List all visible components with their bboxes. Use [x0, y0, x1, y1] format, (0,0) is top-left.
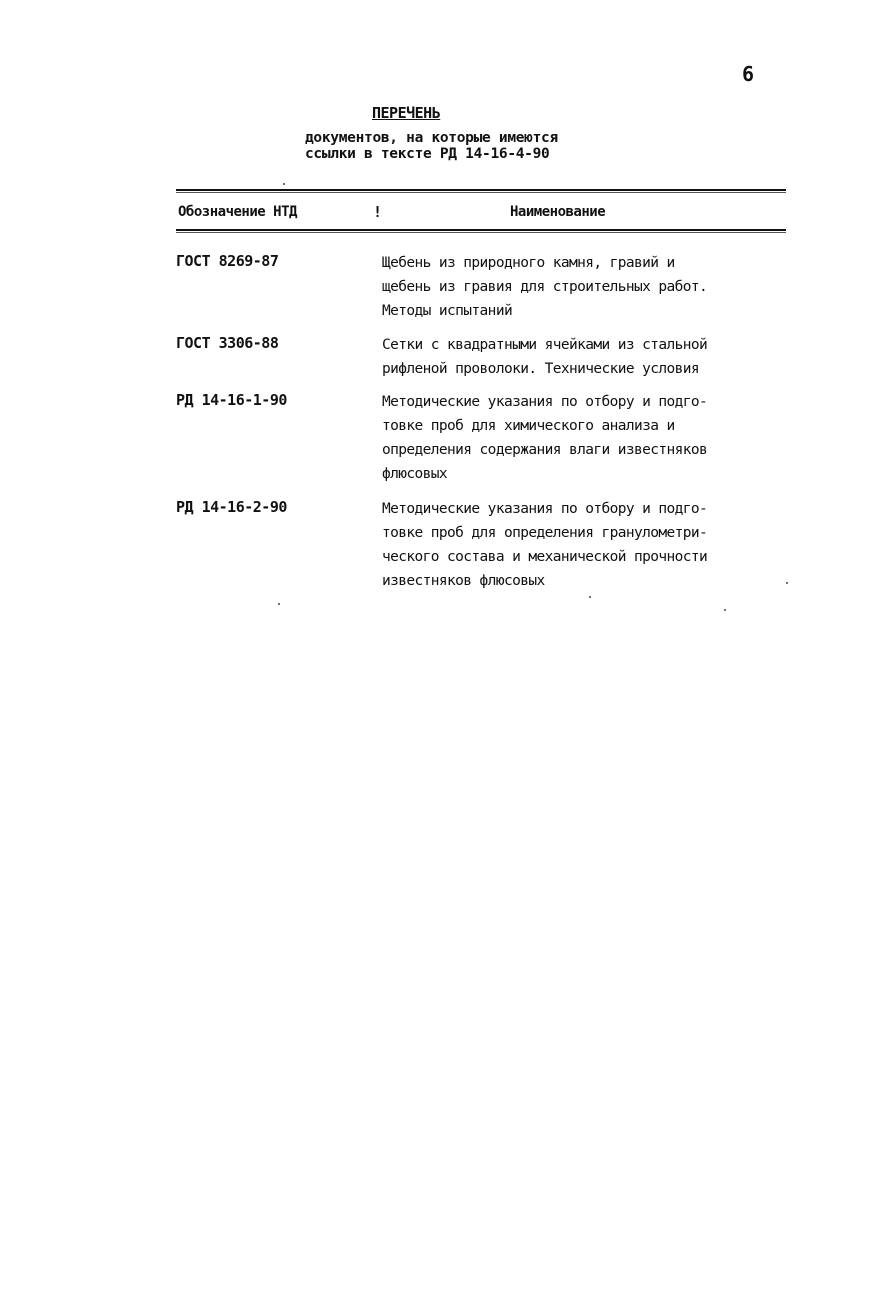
- table-row-name: [382, 333, 782, 381]
- table-header-rule: [176, 229, 786, 231]
- subtitle-line: документов, на которые имеются: [305, 130, 558, 146]
- name-line: Методические указания по отбору и подго-: [382, 394, 708, 410]
- scan-speck: [278, 603, 280, 605]
- name-line: щебень из гравия для строительных работ.: [382, 279, 708, 295]
- table-row-code: РД 14-16-1-90: [176, 391, 287, 409]
- name-line: ческого состава и механической прочности: [382, 549, 708, 565]
- scan-speck: [724, 609, 726, 611]
- table-row-name: [382, 251, 782, 323]
- name-line: Сетки с квадратными ячейками из стальной: [382, 337, 708, 353]
- name-line: определения содержания влаги известняков: [382, 442, 708, 458]
- scan-speck: [283, 183, 285, 185]
- table-top-rule-thin: [176, 192, 786, 193]
- scan-speck: [786, 582, 788, 584]
- name-line: товке проб для определения гранулометри-: [382, 525, 708, 541]
- table-row-name: [382, 390, 782, 486]
- table-header-name: Наименование: [510, 204, 606, 220]
- document-title: ПЕРЕЧЕНЬ: [372, 104, 441, 122]
- name-line: Методические указания по отбору и подго-: [382, 501, 708, 517]
- name-line: Методы испытаний: [382, 303, 513, 319]
- table-header-code: Обозначение НТД: [178, 204, 297, 220]
- table-row-code: ГОСТ 3306-88: [176, 334, 279, 352]
- table-row-code: ГОСТ 8269-87: [176, 252, 279, 270]
- name-line: Щебень из природного камня, гравий и: [382, 255, 675, 271]
- table-header-separator: !: [373, 203, 383, 221]
- scan-speck: [589, 596, 591, 598]
- name-line: флюсовых: [382, 466, 448, 482]
- page-number: 6: [742, 62, 755, 86]
- table-row-name: [382, 497, 782, 593]
- document-subtitle: [305, 130, 558, 162]
- name-line: товке проб для химического анализа и: [382, 418, 675, 434]
- name-line: известняков флюсовых: [382, 573, 545, 589]
- subtitle-line: ссылки в тексте РД 14-16-4-90: [305, 146, 550, 162]
- table-top-rule: [176, 189, 786, 191]
- table-header-rule-thin: [176, 232, 786, 233]
- name-line: рифленой проволоки. Технические условия: [382, 361, 700, 377]
- table-row-code: РД 14-16-2-90: [176, 498, 287, 516]
